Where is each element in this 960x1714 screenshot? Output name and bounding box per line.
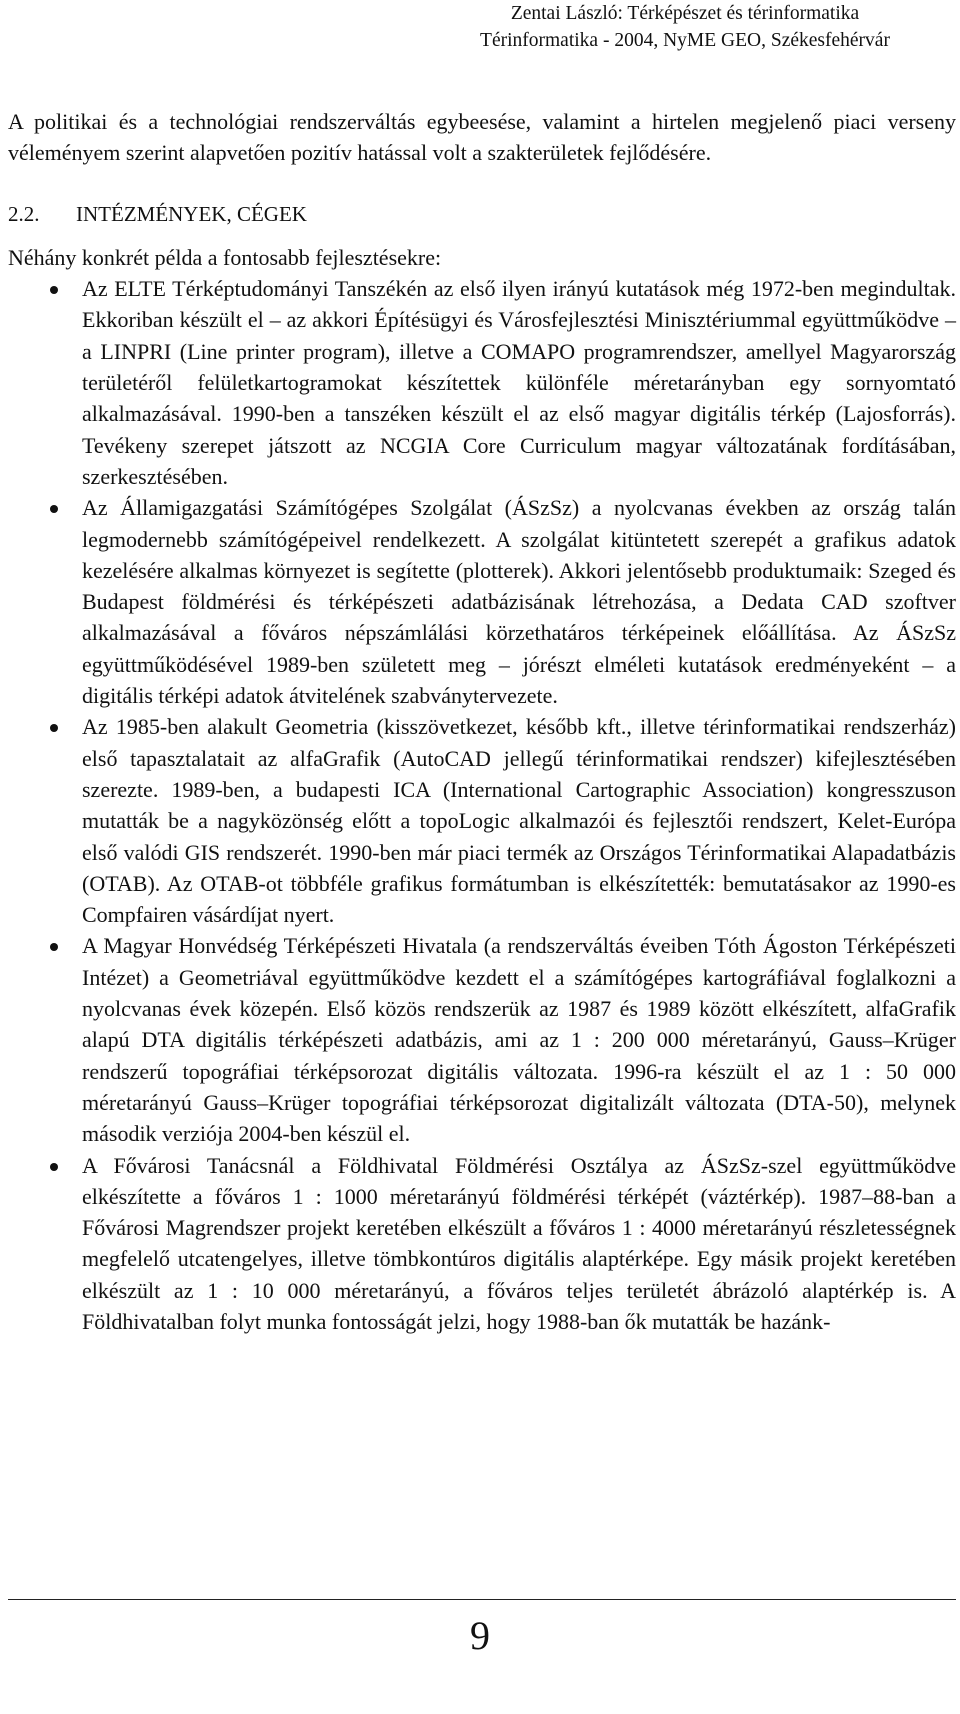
list-item-text: A Fővárosi Tanácsnál a Földhivatal Földmérési Osztálya az ÁSzSz-szel együttműködve elkészítette a főváros 1 : 1000 méretarányú földmérési térképét (váztérkép). 1987–88-ban a Fővárosi Magrendszer projekt keretében elkészült a főváros 1 : 4000 méretarányú részletességnek megfelelő utcatengelyes, illetve tömbkontúros digitális alaptérképe. Egy másik projekt keretében elkészült az 1 : 10 000 méretarányú, a főváros teljes területét ábrázoló alaptérkép is. A Földhivatalban folyt munka fontosságát jelzi, hogy 1988-ban ők mutatták be hazánk-: [82, 1152, 956, 1334]
list-item: [8, 1150, 956, 1338]
bullet-icon: [50, 1163, 58, 1171]
bullet-icon: [50, 505, 58, 513]
running-header: [450, 0, 920, 54]
list-item: [8, 930, 956, 1149]
section-heading: [8, 199, 956, 230]
intro-paragraph: A politikai és a technológiai rendszerváltás egybeesése, valamint a hirtelen megjelenő piaci verseny véleményem szerint alapvetően pozitív hatással volt a szakterületek fejlődésére.: [8, 109, 956, 166]
bullet-icon: [50, 286, 58, 294]
list-item-text: A Magyar Honvédség Térképészeti Hivatala (a rendszerváltás éveiben Tóth Ágoston Térképészeti Intézet) a Geometriával együttműködve kezdett el a számítógépes kartográfiával foglalkozni a nyolcvanas évek közepén. Első közös rendszerük az 1987 és 1989 között elkészített, alfaGrafik alapú DTA digitális térképészeti adatbázis, ami az 1 : 200 000 méretarányú, Gauss–Krüger rendszerű topográfiai térképsorozat digitális változata. 1996-ra készült el az 1 : 50 000 méretarányú Gauss–Krüger topográfiai térképsorozat digitalizált változata (DTA-50), melynek második verziója 2004-ben készül el.: [82, 933, 956, 1147]
list-item: [8, 492, 956, 711]
page-body: [8, 106, 956, 1337]
page-number: 9: [470, 1613, 490, 1658]
section-title: INTÉZMÉNYEK, CÉGEK: [76, 201, 307, 226]
footer-divider: [8, 1599, 956, 1600]
lead-sentence: Néhány konkrét példa a fontosabb fejlesztésekre:: [8, 244, 442, 270]
section-number: 2.2.: [8, 201, 40, 226]
list-item-text: Az Államigazgatási Számítógépes Szolgálat (ÁSzSz) a nyolcvanas években az ország talán legmodernebb számítógépeivel rendelkezett. A szolgálat kitüntetett szerepét a grafikus adatok kezelésére alkalmas környezet is segítette (plotterek). Akkori jelentősebb produktumaik: Szeged és Budapest földmérési és térképészeti adatbázisának létrehozása, a Dedata CAD szoftver alkalmazásával a főváros népszámlálási körzethatáros térképeinek előállítása. Az ÁSzSz együttműködésével 1989-ben született meg – jórészt elméleti kutatások eredményeként – a digitális térképi adatok átvitelének szabványtervezete.: [82, 495, 956, 709]
header-conference: Térinformatika - 2004, NyME GEO, Székesfehérvár: [480, 30, 890, 51]
list-item-text: Az ELTE Térképtudományi Tanszékén az első ilyen irányú kutatások még 1972-ben megindultak. Ekkoriban készült el – az akkori Építésügyi és Városfejlesztési Minisztériummal együttműködve – a LINPRI (Line printer program), illetve a COMAPO programrendszer, amellyel Magyarország területéről felületkartogramokat készítettek különféle méretarányban egy sornyomtató alkalmazásával. 1990-ben a tanszéken készült el az első magyar digitális térkép (Lajosforrás). Tevékeny szerepet játszott az NCGIA Core Curriculum magyar változatának fordításában, szerkesztésében.: [82, 276, 956, 489]
list-item: [8, 711, 956, 930]
list-item: [8, 273, 956, 492]
header-author-title: Zentai László: Térképészet és térinformatika: [510, 3, 860, 24]
bullet-icon: [50, 943, 58, 951]
bullet-list: [8, 273, 956, 1337]
bullet-icon: [50, 724, 58, 732]
list-item-text: Az 1985-ben alakult Geometria (kisszövetkezet, később kft., illetve térinformatikai rendszerház) első tapasztalatait az alfaGrafik (AutoCAD jellegű térinformatikai rendszer) kifejlesztésében szerezte. 1989-ben, a budapesti ICA (International Cartographic Association) kongresszuson mutatták be a nagyközönség előtt a topoLogic alkalmazói és fejlesztői rendszert, Kelet-Európa első valódi GIS rendszerét. 1990-ben már piaci termék az Országos Térinformatikai Alapadatbázis (OTAB). Az OTAB-ot többféle grafikus formátumban is elkészítették: bemutatásakor az 1990-es Compfairen vásárdíjat nyert.: [82, 714, 956, 928]
